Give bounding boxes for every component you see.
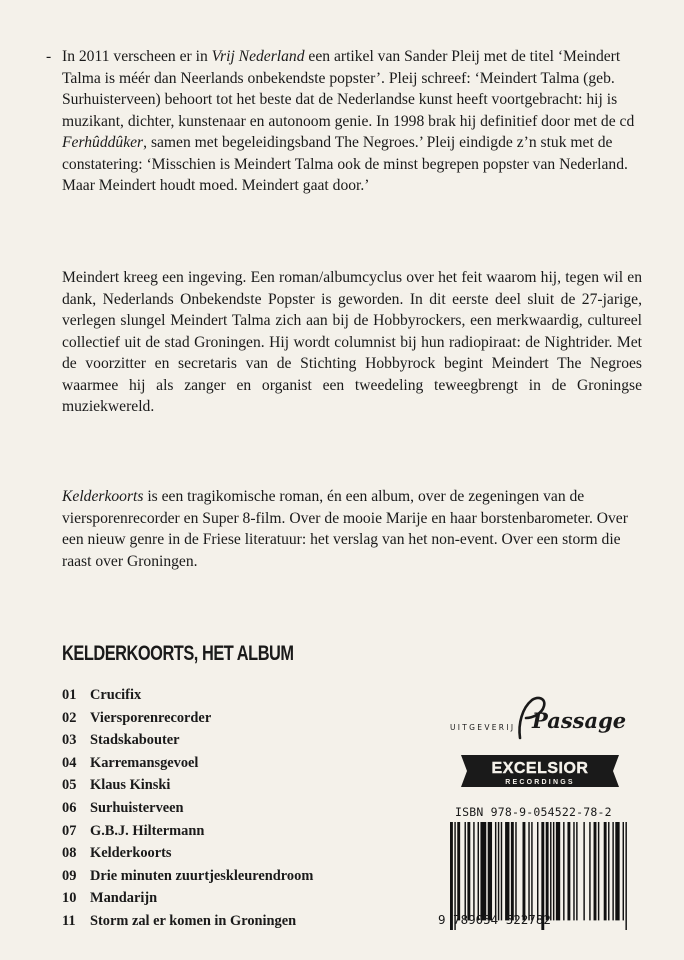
barcode-bar <box>480 822 486 920</box>
track-item <box>62 887 442 910</box>
track-item <box>62 774 442 797</box>
track-title: Stadskabouter <box>90 732 180 749</box>
barcode-bar <box>515 822 516 920</box>
track-number: 02 <box>62 709 77 726</box>
barcode-digits: 9 789054 522782 <box>438 912 551 927</box>
track-item <box>62 910 442 933</box>
barcode-bar <box>511 822 514 920</box>
barcode-bar <box>563 822 564 920</box>
barcode-bar <box>589 822 590 920</box>
intro-paragraph: - In 2011 verscheen er in Vrij Nederland een artikel van Sander Pleij met de titel ‘Meindert Talma is méér dan Neerlands onbekendste popster’. Pleij schreef: ‘Meindert Talma (geb. Surhuisterveen) behoort tot het beste dat de Nederlandse kunst heeft voortgebracht: hij is muzikant, dichter, kunstenaar en autonoom genie. In 1998 brak hij definitief door met de cd Ferhûddûker, samen met begeleidingsband The Negroes.’ Pleij eindigde z’n stuk met de constatering: ‘Misschien is Meindert Talma ook de minst begrepen popster van Nederland. Maar Meindert houdt moed. Meindert gaat door.’ <box>46 48 635 194</box>
track-title: Crucifix <box>90 687 142 703</box>
track-number: 05 <box>62 777 77 794</box>
track-number: 06 <box>62 799 77 816</box>
track-item <box>62 842 442 865</box>
track-number: 04 <box>62 754 77 771</box>
track-item <box>62 707 442 730</box>
barcode-bar <box>573 822 574 920</box>
track-number: 03 <box>62 732 77 749</box>
track-title: Klaus Kinski <box>90 777 171 794</box>
barcode-bar <box>546 822 549 920</box>
barcode-bar <box>537 822 538 920</box>
excelsior-logo <box>455 751 625 791</box>
barcode-bar <box>604 822 607 920</box>
summary-paragraph: Kelderkoorts is een tragikomische roman, én een album, over de zegeningen van de viersporenrecorder en Super 8-film. Over de mooie Marije en haar borstenbarometer. Over een nieuw genre in de Friese literatuur: het verslag van het non-event. Over een storm die raast over Groningen. <box>62 488 628 570</box>
track-item <box>62 797 442 820</box>
barcode-bar <box>498 822 499 920</box>
barcode-bar <box>594 822 597 920</box>
barcode-bar <box>473 822 474 920</box>
barcode-bar <box>505 822 509 920</box>
barcode-bar <box>495 822 496 920</box>
label-name: EXCELSIOR <box>491 760 589 777</box>
barcode-bar <box>523 822 526 920</box>
barcode-bar <box>467 822 470 920</box>
track-number: 07 <box>62 822 77 839</box>
barcode-bar <box>528 822 529 920</box>
track-list <box>62 684 442 933</box>
isbn-number: ISBN 978-9-054522-78-2 <box>455 805 612 819</box>
barcode-bar <box>478 822 479 920</box>
barcode-bar <box>598 822 599 920</box>
barcode-bar <box>488 822 492 920</box>
paragraph-dash: - <box>46 48 52 65</box>
track-number: 01 <box>62 687 77 703</box>
barcode-bar <box>612 822 613 920</box>
barcode-bar <box>615 822 619 920</box>
track-number: 11 <box>62 912 76 929</box>
track-title: Viersporenrecorder <box>90 709 212 726</box>
track-item <box>62 865 442 888</box>
track-title: G.B.J. Hiltermann <box>90 822 205 839</box>
synopsis-paragraph: Meindert kreeg een ingeving. Een roman/albumcyclus over het feit waarom hij, tegen wil en dank, Nederlands Onbekendste Popster is geworden. In dit eerste deel sluit de 27-jarige, verlegen slungel Meindert Talma zich aan bij de Hobbyrockers, een merkwaardig, cultureel collectief uit de stad Groningen. Hij wordt columnist bij hun radiopiraat: de Nightrider. Met de voorzitter en secretaris van de Stichting Hobbyrock begint Meindert The Negroes waarmee hij als zanger en organist een tweedeling teweegbrengt in de Groningse muziekwereld. <box>62 269 642 415</box>
barcode-bar <box>608 822 609 920</box>
barcode-bar <box>531 822 532 920</box>
track-item <box>62 684 442 707</box>
barcode-bar <box>576 822 577 920</box>
barcode-bar <box>583 822 584 920</box>
track-number: 09 <box>62 867 77 884</box>
track-title: Storm zal er komen in Groningen <box>90 912 297 929</box>
label-sub: RECORDINGS <box>505 779 575 786</box>
track-number: 08 <box>62 845 77 862</box>
barcode-bar <box>457 822 460 920</box>
barcode-bar <box>465 822 466 920</box>
track-title: Mandarijn <box>90 890 158 907</box>
track-title: Surhuisterveen <box>90 799 184 816</box>
magazine-title: Vrij Nederland <box>211 48 305 65</box>
barcode-bar <box>556 822 560 920</box>
cd-title: Ferhûddûker <box>62 134 144 151</box>
track-item <box>62 729 442 752</box>
album-heading: KELDERKOORTS, HET ALBUM <box>62 642 294 665</box>
track-item <box>62 752 442 775</box>
barcode-bar <box>550 822 551 920</box>
barcode-bar <box>501 822 502 920</box>
track-title: Drie minuten zuurtjeskleurendroom <box>90 867 314 884</box>
book-title: Kelderkoorts <box>62 488 144 505</box>
passage-logo <box>446 694 636 742</box>
uitgeverij-label: UITGEVERIJ <box>450 723 516 732</box>
barcode-bar <box>623 822 624 920</box>
track-number: 10 <box>62 890 77 907</box>
publisher-name: Passage <box>532 708 627 733</box>
barcode-bar <box>567 822 570 920</box>
track-item <box>62 820 442 843</box>
barcode-bar <box>553 822 554 920</box>
track-title: Karremansgevoel <box>90 754 199 771</box>
track-title: Kelderkoorts <box>90 845 172 862</box>
